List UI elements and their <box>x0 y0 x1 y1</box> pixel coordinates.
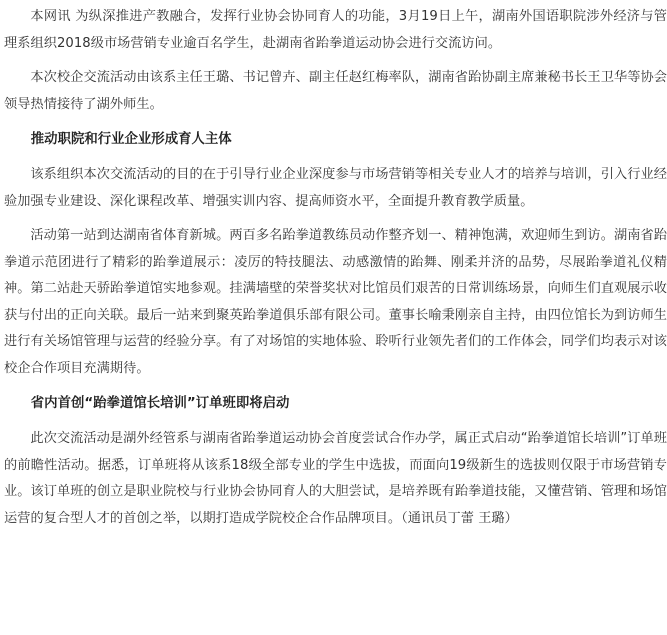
paragraph-purpose: 该系组织本次交流活动的目的在于引导行业企业深度参与市场营销等相关专业人才的培养与培训，引入行业经验加强专业建设、深化课程改革、增强实训内容、提高师资水平，全面提升教育教学质量。 <box>4 167 667 209</box>
section-heading-education: 推动职院和行业企业形成育人主体 <box>30 132 232 147</box>
paragraph-intro: 本网讯 为纵深推进产教融合，发挥行业协会协同育人的功能，3月19日上午，湖南外国语职院涉外经济与管理系组织2018级市场营销专业逾百名学生，赴湖南省跆拳道运动协会进行交流访问。 <box>4 9 667 51</box>
section-heading-training: 省内首创“跆拳道馆长培训”订单班即将启动 <box>30 396 290 411</box>
paragraph-order-class: 此次交流活动是湖外经管系与湖南省跆拳道运动协会首度尝试合作办学，属正式启动“跆拳道馆长培训”订单班的前瞻性活动。据悉，订单班将从该系18级全部专业的学生中选拔，而面向19级新生的选拔则仅限于市场营销专业。该订单班的创立是职业院校与行业协会协同育人的大胆尝试，是培养既有跆拳道技能，又懂营销、管理和场馆运营的复合型人才的首创之举，以期打造成学院校企合作品牌项目。（通讯员丁蕾 王璐） <box>4 431 667 526</box>
paragraph-activities: 活动第一站到达湖南省体育新城。两百多名跆拳道教练员动作整齐划一、精神饱满，欢迎师生到访。湖南省跆拳道示范团进行了精彩的跆拳道展示：凌厉的特技腿法、动感激情的跆舞、刚柔并济的品势，尽展跆拳道礼仪精神。第二站赴天骄跆拳道馆实地参观。挂满墙壁的荣誉奖状对比馆员们艰苦的日常训练场景，向师生们直观展示收获与付出的正向关联。最后一站来到聚英跆拳道俱乐部有限公司。董事长喻秉刚亲自主持，由四位馆长为到访师生进行有关场馆管理与运营的经验分享。有了对场馆的实地体验、聆听行业领先者们的工作体会，同学们均表示对该校企合作项目充满期待。 <box>4 228 667 376</box>
paragraph-reception: 本次校企交流活动由该系主任王璐、书记曾卉、副主任赵红梅率队，湖南省跆协副主席兼秘书长王卫华等协会领导热情接待了湖外师生。 <box>4 70 667 112</box>
